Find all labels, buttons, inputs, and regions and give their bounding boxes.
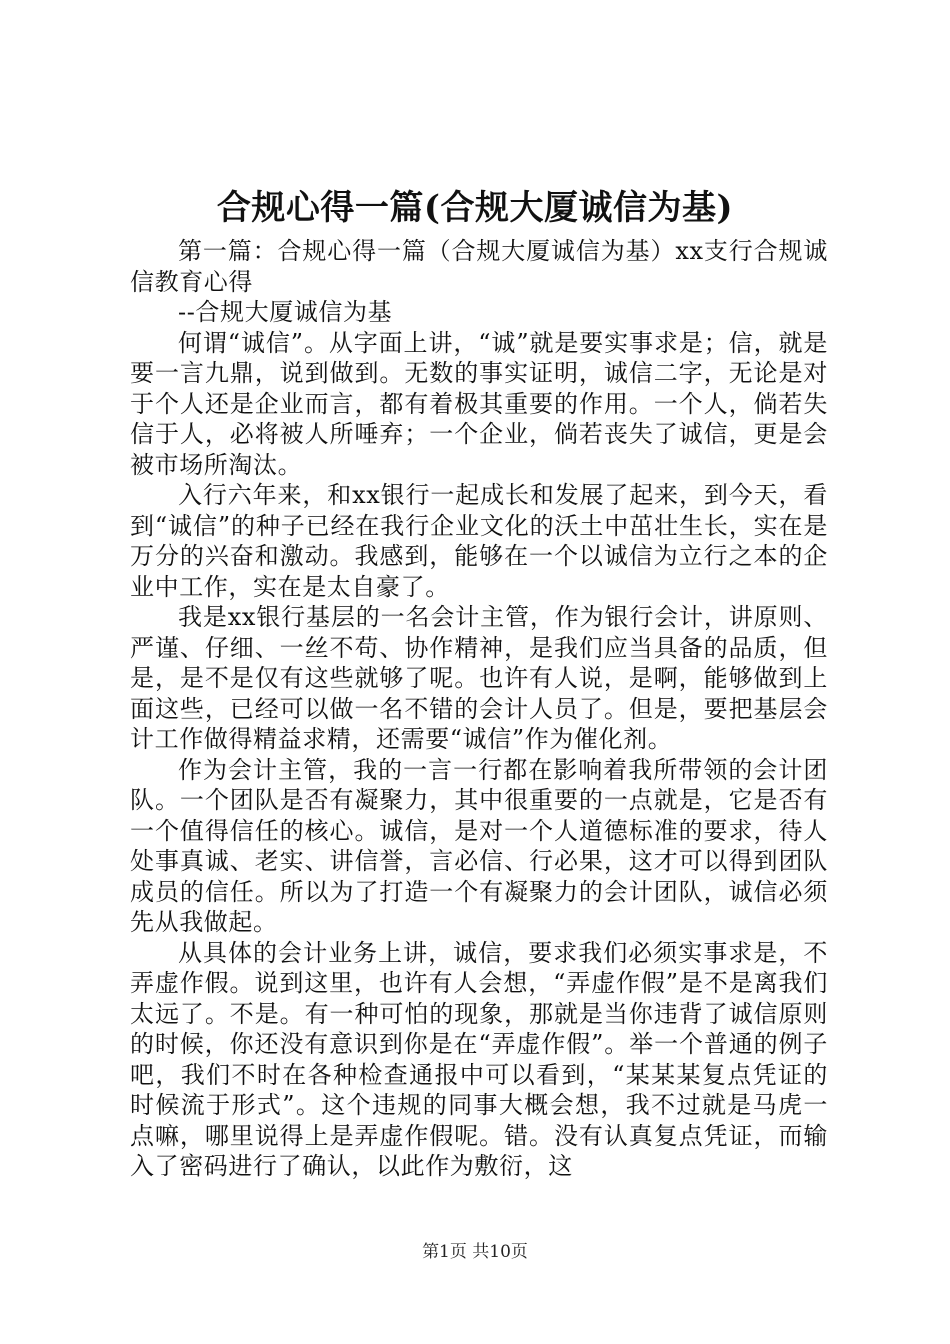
page-footer: 第1页 共10页: [422, 1242, 528, 1262]
paragraph-5: 从具体的会计业务上讲，诚信，要求我们必须实事求是，不弄虚作假。说到这里，也许有人会想，“弄虚作假”是不是离我们太远了。不是。有一种可怕的现象，那就是当你违背了诚信原则的时候，你还没有意识到你是在“弄虚作假”。举一个普通的例子吧，我们不时在各种检查通报中可以看到，“某某某复点凭证的时候流于形式”。这个违规的同事大概会想，我不过就是马虎一点嘛，哪里说得上是弄虚作假呢。错。没有认真复点凭证，而输入了密码进行了确认，以此作为敷衍，这: [130, 938, 828, 1180]
paragraph-heading: 第一篇：合规心得一篇（合规大厦诚信为基）xx支行合规诚信教育心得: [130, 237, 828, 296]
paragraph-3: 我是xx银行基层的一名会计主管，作为银行会计，讲原则、严谨、仔细、一丝不苟、协作精神，是我们应当具备的品质，但是，是不是仅有这些就够了呢。也许有人说，是啊，能够做到上面这些，已经可以做一名不错的会计人员了。但是，要把基层会计工作做得精益求精，还需要“诚信”作为催化剂。: [130, 603, 828, 753]
paragraph-subtitle: --合规大厦诚信为基: [178, 298, 393, 326]
document-title: 合规心得一篇(合规大厦诚信为基): [216, 188, 734, 228]
paragraph-1: 何谓“诚信”。从字面上讲，“诚”就是要实事求是；信，就是要一言九鼎，说到做到。无数的事实证明，诚信二字，无论是对于个人还是企业而言，都有着极其重要的作用。一个人，倘若失信于人，必将被人所唾弃；一个企业，倘若丧失了诚信，更是会被市场所淘汰。: [130, 328, 828, 479]
document-body: [130, 236, 828, 1182]
paragraph-2: 入行六年来，和xx银行一起成长和发展了起来，到今天，看到“诚信”的种子已经在我行企业文化的沃土中茁壮生长，实在是万分的兴奋和激动。我感到，能够在一个以诚信为立行之本的企业中工作，实在是太自豪了。: [130, 481, 828, 601]
paragraph-4: 作为会计主管，我的一言一行都在影响着我所带领的会计团队。一个团队是否有凝聚力，其中很重要的一点就是，它是否有一个值得信任的核心。诚信，是对一个人道德标准的要求，待人处事真诚、老实、讲信誉，言必信、行必果，这才可以得到团队成员的信任。所以为了打造一个有凝聚力的会计团队，诚信必须先从我做起。: [130, 755, 828, 936]
